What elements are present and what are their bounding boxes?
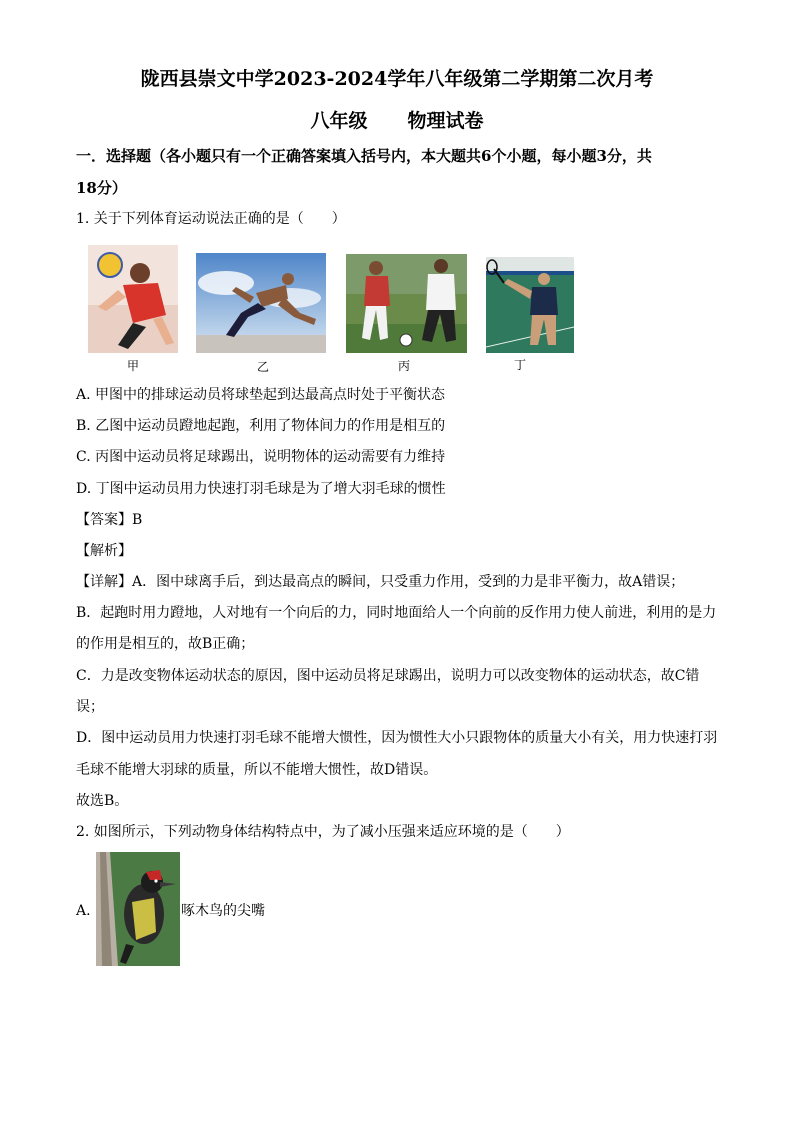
q1-explanation-line: 【详解】A．图中球离手后，到达最高点的瞬间，只受重力作用，受到的力是非平衡力，故A错误； [76, 574, 685, 590]
volleyball-image [88, 245, 178, 353]
q1-explanation-line: D．图中运动员用力快速打羽毛球不能增大惯性，因为惯性大小只跟物体的质量大小有关，用力快速打羽 [76, 730, 718, 746]
q1-conclusion: 故选B。 [76, 793, 129, 809]
subject-label: 物理试卷 [407, 110, 484, 132]
section-heading: 一．选择题（各小题只有一个正确答案填入括号内，本大题共6个小题，每小题3分，共 [76, 147, 652, 165]
q1-explanation-line: 毛球不能增大羽球的质量，所以不能增大惯性，故D错误。 [76, 762, 438, 778]
q1-explanation-line: 误； [76, 699, 104, 715]
caption-ding: 丁 [513, 358, 526, 372]
badminton-image [486, 257, 574, 353]
q1-option-b: B. 乙图中运动员蹬地起跑，利用了物体间力的作用是相互的 [76, 418, 446, 434]
q1-answer: 【答案】B [76, 512, 143, 528]
q1-stem: 1. 关于下列体育运动说法正确的是（ ） [76, 211, 346, 227]
woodpecker-image [96, 852, 180, 966]
exam-subtitle [0, 106, 794, 133]
q1-option-a: A. 甲图中的排球运动员将球垫起到达最高点时处于平衡状态 [76, 387, 446, 403]
sprinter-image [196, 253, 326, 353]
soccer-image [346, 254, 467, 353]
q1-analysis-label: 【解析】 [76, 543, 132, 559]
exam-title: 陇西县崇文中学2023-2024学年八年级第二学期第二次月考 [140, 68, 654, 90]
q1-explanation-line: C．力是改变物体运动状态的原因，图中运动员将足球踢出，说明力可以改变物体的运动状态，故C错 [76, 668, 700, 684]
q1-option-d: D. 丁图中运动员用力快速打羽毛球是为了增大羽毛球的惯性 [76, 481, 446, 497]
section-heading-cont: 18分） [76, 179, 127, 197]
q2-option-a-label: A. [76, 903, 91, 919]
caption-bing: 丙 [397, 359, 410, 373]
caption-jia: 甲 [126, 359, 139, 373]
q1-explanation-line: 的作用是相互的，故B正确； [76, 636, 255, 652]
q1-option-c: C. 丙图中运动员将足球踢出，说明物体的运动需要有力维持 [76, 449, 446, 465]
q1-explanation-line: B．起跑时用力蹬地，人对地有一个向后的力，同时地面给人一个向前的反作用力使人前进，利用的是力 [76, 605, 717, 621]
caption-yi: 乙 [256, 360, 269, 374]
grade-label: 八年级 [310, 110, 368, 132]
q2-stem: 2. 如图所示，下列动物身体结构特点中，为了减小压强来适应环境的是（ ） [76, 824, 570, 840]
q2-option-a-text: 啄木鸟的尖嘴 [181, 903, 265, 919]
